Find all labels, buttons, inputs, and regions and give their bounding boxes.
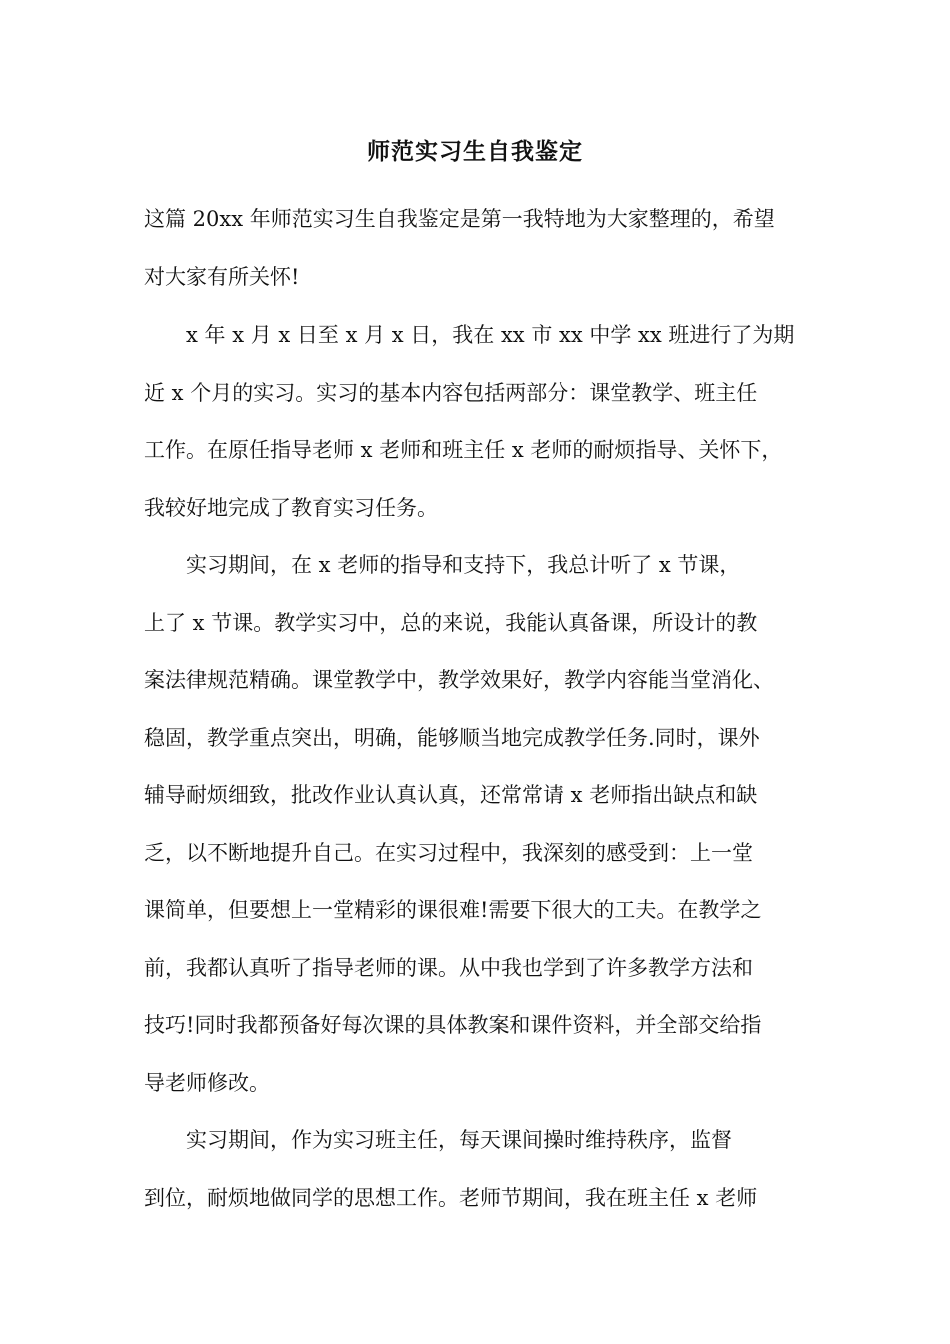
- body-text-line: 工作。在原任指导老师 x 老师和班主任 x 老师的耐烦指导、关怀下，: [144, 438, 783, 462]
- body-text-line: 实习期间，在 x 老师的指导和支持下，我总计听了 x 节课，: [144, 553, 741, 577]
- body-text-line: 乏，以不断地提升自己。在实习过程中，我深刻的感受到：上一堂: [144, 841, 753, 865]
- body-text-line: 这篇 20xx 年师范实习生自我鉴定是第一我特地为大家整理的，希望: [144, 207, 775, 231]
- body-text-line: 对大家有所关怀!: [144, 265, 300, 289]
- body-text-line: 案法律规范精确。课堂教学中，教学效果好，教学内容能当堂消化、: [144, 668, 774, 692]
- body-text-line: 前，我都认真听了指导老师的课。从中我也学到了许多教学方法和: [144, 956, 753, 980]
- document-title: 师范实习生自我鉴定: [367, 138, 583, 165]
- body-text-line: x 年 x 月 x 日至 x 月 x 日，我在 xx 市 xx 中学 xx 班进行了为期: [144, 323, 795, 347]
- body-text-line: 我较好地完成了教育实习任务。: [144, 496, 438, 520]
- body-text-line: 上了 x 节课。教学实习中，总的来说，我能认真备课，所设计的教: [144, 611, 758, 635]
- body-text-line: 技巧!同时我都预备好每次课的具体教案和课件资料，并全部交给指: [144, 1013, 762, 1037]
- body-text-line: 导老师修改。: [144, 1071, 270, 1095]
- body-text-line: 辅导耐烦细致，批改作业认真认真，还常常请 x 老师指出缺点和缺: [144, 783, 758, 807]
- body-text-line: 到位，耐烦地做同学的思想工作。老师节期间，我在班主任 x 老师: [144, 1186, 758, 1210]
- body-text-line: 近 x 个月的实习。实习的基本内容包括两部分：课堂教学、班主任: [144, 381, 758, 405]
- body-text-line: 课简单，但要想上一堂精彩的课很难!需要下很大的工夫。在教学之: [144, 898, 762, 922]
- body-text-line: 实习期间，作为实习班主任，每天课间操时维持秩序，监督: [144, 1128, 732, 1152]
- body-text-line: 稳固，教学重点突出，明确，能够顺当地完成教学任务.同时，课外: [144, 726, 760, 750]
